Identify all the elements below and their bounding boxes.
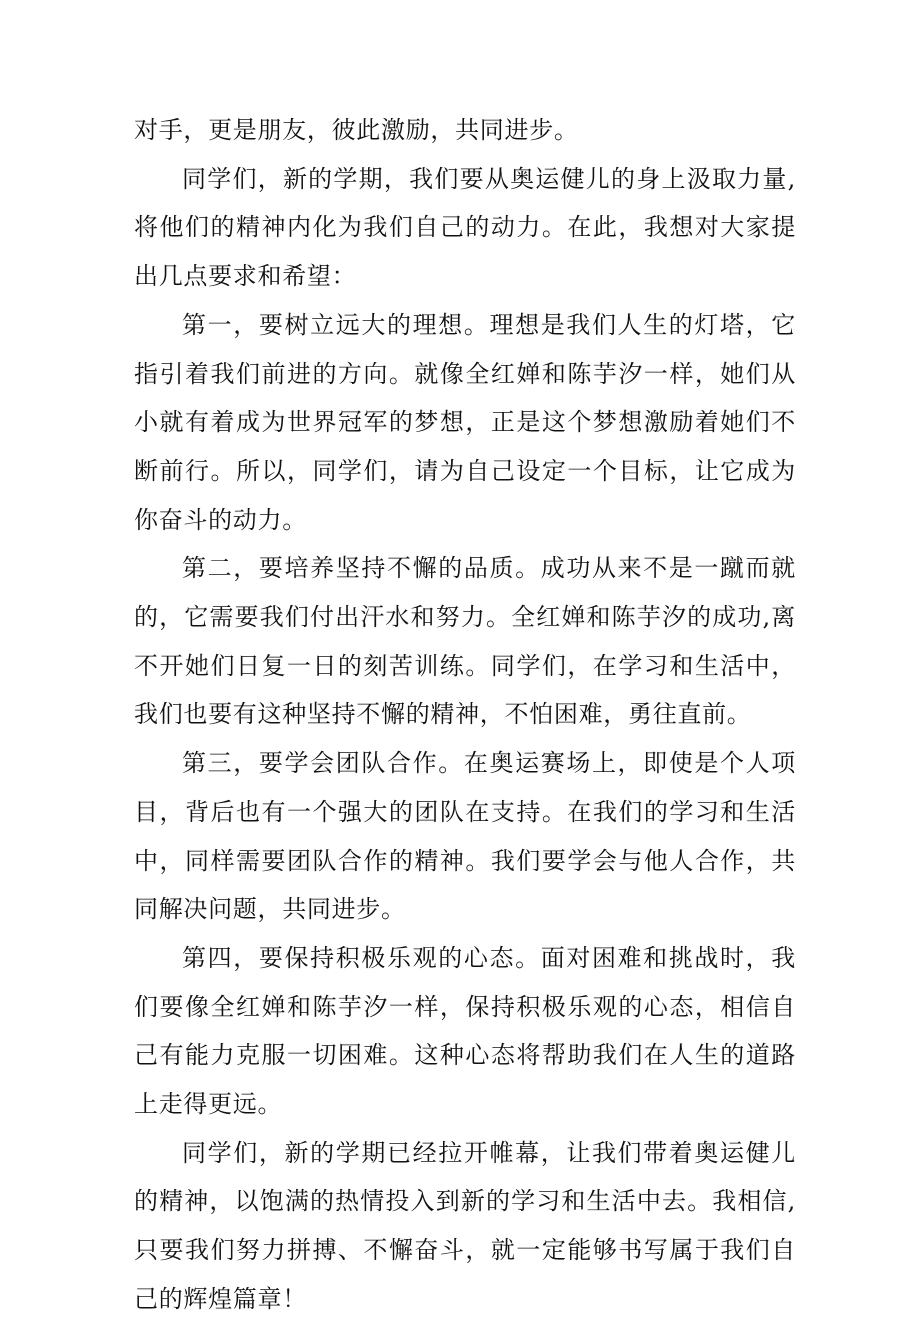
paragraph-3: 第一，要树立远大的理想。理想是我们人生的灯塔，它指引着我们前进的方向。就像全红婵和陈芋汐一样，她们从小就有着成为世界冠军的梦想，正是这个梦想激励着她们不断前行。所以，同学们，请为自己设定一个目标，让它成为你奋斗的动力。 bbox=[134, 310, 796, 534]
paragraph-7: 同学们，新的学期已经拉开帷幕，让我们带着奥运健儿的精神，以饱满的热情投入到新的学习和生活中去。我相信,只要我们努力拼搏、不懈奋斗，就一定能够书写属于我们自己的辉煌篇章！ bbox=[134, 1138, 796, 1313]
paragraph-6: 第四，要保持积极乐观的心态。面对困难和挑战时，我们要像全红婵和陈芋汐一样，保持积极乐观的心态，相信自己有能力克服一切困难。这种心态将帮助我们在人生的道路上走得更远。 bbox=[134, 943, 796, 1119]
paragraph-2: 同学们，新的学期，我们要从奥运健儿的身上汲取力量,将他们的精神内化为我们自己的动力。在此，我想对大家提出几点要求和希望： bbox=[134, 164, 796, 291]
paragraph-1: 对手，更是朋友，彼此激励，共同进步。 bbox=[134, 116, 579, 144]
paragraph-5: 第三，要学会团队合作。在奥运赛场上，即使是个人项目，背后也有一个强大的团队在支持。在我们的学习和生活中，同样需要团队合作的精神。我们要学会与他人合作，共同解决问题，共同进步。 bbox=[134, 749, 796, 924]
document-body bbox=[134, 106, 796, 1324]
paragraph-4: 第二，要培养坚持不懈的品质。成功从来不是一蹴而就的，它需要我们付出汗水和努力。全红婵和陈芋汐的成功,离不开她们日复一日的刻苦训练。同学们，在学习和生活中，我们也要有这种坚持不懈的精神，不怕困难，勇往直前。 bbox=[134, 554, 796, 729]
